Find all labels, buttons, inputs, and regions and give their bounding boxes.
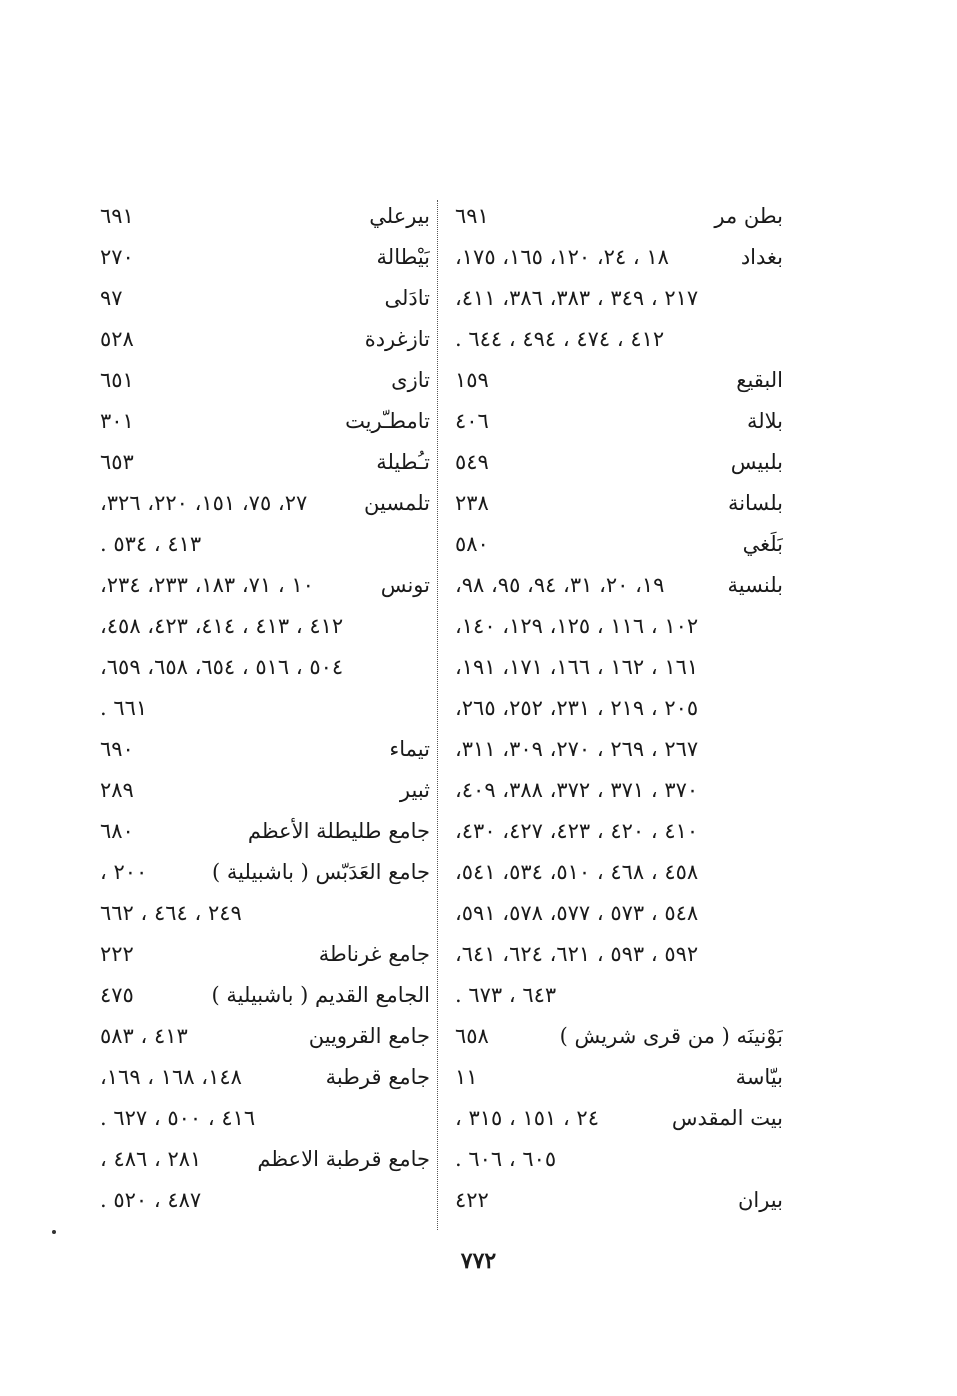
index-entry-continuation	[100, 1098, 430, 1139]
index-entry	[455, 360, 783, 401]
entry-pages: ٥٤٨ ، ٥٧٣ ، ٥٧٧، ٥٧٨، ٥٩١،	[455, 901, 699, 925]
entry-pages: ٤٧٥	[100, 983, 134, 1007]
index-entry	[100, 565, 430, 606]
entry-term: تلمسين	[364, 491, 430, 515]
entry-pages: ٤١٠ ، ٤٢٠ ، ٤٢٣، ٤٢٧، ٤٣٠،	[455, 819, 699, 843]
entry-pages: ٥٠٤ ، ٥١٦ ، ٦٥٤، ٦٥٨، ٦٥٩،	[100, 655, 344, 679]
entry-pages: ٦٩١	[100, 204, 134, 228]
index-entry	[100, 196, 430, 237]
entry-pages: ٤٨٧ ، ٥٢٠ .	[100, 1188, 202, 1212]
entry-pages: ١٦١ ، ١٦٢ ، ١٦٦، ١٧١، ١٩١،	[455, 655, 699, 679]
entry-pages: ٤٠٦	[455, 409, 489, 433]
entry-term: بيرعلي	[369, 204, 430, 228]
index-entry	[100, 1057, 430, 1098]
index-entry	[100, 237, 430, 278]
index-entry-continuation	[100, 1180, 430, 1221]
entry-pages: ١٥٩	[455, 368, 489, 392]
entry-pages: ٥٢٨	[100, 327, 134, 351]
entry-pages: ٦٦١ .	[100, 696, 148, 720]
index-entry-continuation	[455, 934, 783, 975]
index-entry-continuation	[455, 606, 783, 647]
entry-pages: ٦٨٠	[100, 819, 134, 843]
entry-pages: ٢٦٧ ، ٢٦٩ ، ٢٧٠، ٣٠٩، ٣١١،	[455, 737, 699, 761]
entry-pages: ٢١٧ ، ٣٤٩ ، ٣٨٣، ٣٨٦، ٤١١،	[455, 286, 699, 310]
index-entry-continuation	[455, 811, 783, 852]
index-entry-continuation	[455, 770, 783, 811]
index-entry	[100, 278, 430, 319]
index-entry-continuation	[100, 606, 430, 647]
index-entry	[455, 237, 783, 278]
index-entry	[100, 729, 430, 770]
entry-term: بيران	[737, 1188, 783, 1212]
index-entry	[100, 811, 430, 852]
entry-term: جامع غرناطة	[318, 942, 430, 966]
index-entry	[455, 1098, 783, 1139]
index-entry	[100, 1139, 430, 1180]
index-entry-continuation	[100, 688, 430, 729]
index-entry	[100, 770, 430, 811]
index-entry	[100, 319, 430, 360]
entry-pages: ١٤٨، ١٦٨ ، ١٦٩،	[100, 1065, 242, 1089]
entry-pages: ٦٠٥ ، ٦٠٦ .	[455, 1147, 557, 1171]
entry-pages: ٢٣٨	[455, 491, 489, 515]
entry-pages: ٢٠٥ ، ٢١٩ ، ٢٣١، ٢٥٢، ٢٦٥،	[455, 696, 699, 720]
entry-term: تامطـّريت	[345, 409, 430, 433]
entry-pages: ٦٥٨	[455, 1024, 489, 1048]
page-number: ٧٧٢	[460, 1248, 497, 1274]
entry-term: بَوْنينَه ( من قرى شريش )	[559, 1024, 783, 1048]
entry-term: ثبير	[399, 778, 430, 802]
index-entry	[100, 1016, 430, 1057]
entry-pages: ٩٧	[100, 286, 123, 310]
index-entry-continuation	[100, 893, 430, 934]
entry-pages: ٣٧٠ ، ٣٧١ ، ٣٧٢، ٣٨٨، ٤٠٩،	[455, 778, 699, 802]
index-entry-continuation	[455, 647, 783, 688]
entry-term: جامع العَدَبّس ( باشبيلية )	[212, 860, 430, 884]
entry-term: تيماء	[389, 737, 430, 761]
index-entry	[455, 401, 783, 442]
index-entry	[100, 934, 430, 975]
entry-pages: ٦٥٣	[100, 450, 134, 474]
entry-pages: ٦٩٠	[100, 737, 134, 761]
index-entry	[100, 401, 430, 442]
entry-pages: ٣٠١	[100, 409, 134, 433]
column-divider	[437, 200, 438, 1230]
entry-pages: ١٩، ٢٠، ٣١، ٩٤، ٩٥، ٩٨،	[455, 573, 665, 597]
entry-pages: ٢٢٢	[100, 942, 134, 966]
index-entry-continuation	[455, 893, 783, 934]
entry-term: بيت المقدس	[671, 1106, 783, 1130]
entry-pages: ٢٨٩	[100, 778, 134, 802]
index-entry	[100, 483, 430, 524]
entry-pages: ٦٤٣ ، ٦٧٣ .	[455, 983, 557, 1007]
entry-term: تازغردة	[364, 327, 430, 351]
entry-pages: ٤٥٨ ، ٤٦٨ ، ٥١٠، ٥٣٤، ٥٤١،	[455, 860, 699, 884]
entry-pages: ٤١٦ ، ٥٠٠ ، ٦٢٧ .	[100, 1106, 256, 1130]
entry-term: الجامع القديم ( باشبيلية )	[211, 983, 430, 1007]
index-entry-continuation	[455, 688, 783, 729]
entry-pages: ١١	[455, 1065, 478, 1089]
index-entry	[455, 196, 783, 237]
index-entry	[100, 852, 430, 893]
index-entry	[100, 442, 430, 483]
index-entry	[455, 442, 783, 483]
entry-term: بَيْطالة	[376, 245, 430, 269]
entry-term: بلنسية	[727, 573, 783, 597]
entry-pages: ٢٤ ، ١٥١ ، ٣١٥ ،	[455, 1106, 599, 1130]
entry-term: بلسانة	[727, 491, 783, 515]
entry-term: البقيع	[736, 368, 783, 392]
entry-term: بلبيس	[730, 450, 783, 474]
entry-pages: ٥٤٩	[455, 450, 489, 474]
entry-term: جامع قرطبة	[325, 1065, 430, 1089]
entry-term: جامع القرويين	[308, 1024, 430, 1048]
index-entry-continuation	[455, 729, 783, 770]
entry-pages: ١٠ ، ٧١، ١٨٣، ٢٣٣، ٢٣٤،	[100, 573, 314, 597]
entry-pages: ٦٩١	[455, 204, 489, 228]
index-entry-continuation	[455, 852, 783, 893]
entry-term: بَلَغي	[742, 532, 783, 556]
entry-term: بطن مر	[714, 204, 783, 228]
entry-pages: ١٨ ، ٢٤، ١٢٠، ١٦٥، ١٧٥،	[455, 245, 669, 269]
entry-term: جامع طليطلة الأعظم	[247, 819, 430, 843]
entry-pages: ٤١٢ ، ٤١٣ ، ٤١٤، ٤٢٣، ٤٥٨،	[100, 614, 344, 638]
index-entry	[455, 565, 783, 606]
index-entry-continuation	[455, 975, 783, 1016]
index-entry	[455, 1016, 783, 1057]
entry-term: تادَلى	[384, 286, 430, 310]
entry-pages: ٤٢٢	[455, 1188, 489, 1212]
entry-term: بلالة	[746, 409, 783, 433]
index-entry	[455, 1057, 783, 1098]
index-entry	[455, 524, 783, 565]
entry-term: جامع قرطبة الاعظم	[257, 1147, 430, 1171]
index-entry-continuation	[100, 647, 430, 688]
right-column	[455, 196, 783, 1221]
entry-pages: ٢٨١ ، ٤٨٦ ،	[100, 1147, 202, 1171]
entry-pages: ٤١٢ ، ٤٧٤ ، ٤٩٤ ، ٦٤٤ .	[455, 327, 665, 351]
entry-pages: ١٠٢ ، ١١٦ ، ١٢٥، ١٢٩، ١٤٠،	[455, 614, 699, 638]
index-entry-continuation	[455, 319, 783, 360]
entry-pages: ٤١٣ ، ٥٨٣	[100, 1024, 188, 1048]
left-column	[100, 196, 430, 1221]
index-entry-continuation	[100, 524, 430, 565]
entry-term: بغداد	[740, 245, 783, 269]
index-entry-continuation	[455, 278, 783, 319]
entry-term: بيّاسة	[735, 1065, 783, 1089]
index-entry	[100, 975, 430, 1016]
entry-pages: ٢٠٠ ،	[100, 860, 148, 884]
entry-pages: ٢٧٠	[100, 245, 134, 269]
entry-term: تـُطيلة	[376, 450, 430, 474]
entry-pages: ٢٧، ٧٥، ١٥١، ٢٢٠، ٣٢٦،	[100, 491, 308, 515]
entry-pages: ٢٤٩ ، ٤٦٤ ، ٦٦٢	[100, 901, 242, 925]
index-entry-continuation	[455, 1139, 783, 1180]
entry-pages: ٤١٣ ، ٥٣٤ .	[100, 532, 202, 556]
index-entry	[455, 483, 783, 524]
entry-term: تونس	[380, 573, 430, 597]
index-entry	[455, 1180, 783, 1221]
ink-dot	[52, 1230, 56, 1234]
index-entry	[100, 360, 430, 401]
entry-term: تازى	[391, 368, 430, 392]
entry-pages: ٥٩٢ ، ٥٩٣ ، ٦٢١، ٦٢٤، ٦٤١،	[455, 942, 699, 966]
entry-pages: ٦٥١	[100, 368, 134, 392]
entry-pages: ٥٨٠	[455, 532, 489, 556]
